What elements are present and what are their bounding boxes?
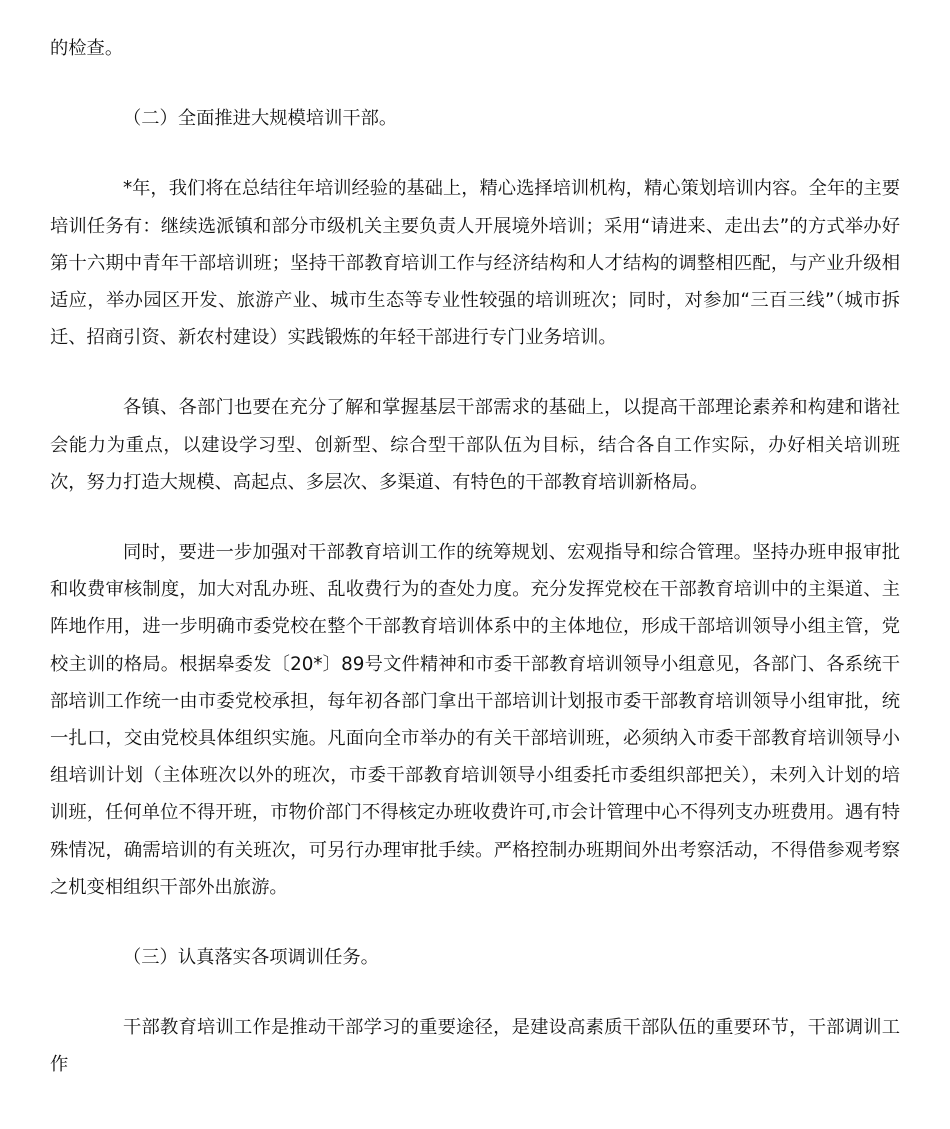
paragraph-gap — [50, 501, 900, 534]
paragraph-gap — [50, 976, 900, 1009]
paragraph-continuation: 的检查。 — [50, 38, 124, 59]
section-heading-2: （二）全面推进大规模培训干部。 — [123, 108, 398, 130]
paragraph-management: 同时，要进一步加强对干部教育培训工作的统筹规划、宏观指导和综合管理。坚持办班申报审批和收费审核制度，加大对乱办班、乱收费行为的查处力度。充分发挥党校在干部教育培训中的主渠道、主阵地作用，进一步明确市委党校在整个干部教育培训体系中的主体地位，形成干部培训领导小组主管，党校主训的格局。根据皋委发〔20*〕89号文件精神和市委干部教育培训领导小组意见，各部门、各系统干部培训工作统一由市委党校承担，每年初各部门拿出干部培训计划报市委干部教育培训领导小组审批，统一扎口，交由党校具体组织实施。凡面向全市举办的有关干部培训班，必须纳入市委干部教育培训领导小组培训计划（主体班次以外的班次，市委干部教育培训领导小组委托市委组织部把关），未列入计划的培训班，任何单位不得开班，市物价部门不得核定办班收费许可,市会计管理中心不得列支办班费用。遇有特殊情况，确需培训的有关班次，可另行办理审批手续。严格控制办班期间外出考察活动，不得借参观考察之机变相组织干部外出旅游。 — [50, 542, 900, 898]
section-heading-3: （三）认真落实各项调训任务。 — [123, 947, 379, 969]
paragraph-gap — [50, 356, 900, 389]
paragraph-gap — [50, 906, 900, 939]
paragraph-departments: 各镇、各部门也要在充分了解和掌握基层干部需求的基础上，以提高干部理论素养和构建和谐社会能力为重点，以建设学习型、创新型、综合型干部队伍为目标，结合各自工作实际，办好相关培训班次，努力打造大规模、高起点、多层次、多渠道、有特色的干部教育培训新格局。 — [50, 397, 900, 493]
document-page — [50, 0, 900, 1084]
paragraph-gap — [50, 67, 900, 100]
paragraph-gap — [50, 137, 900, 170]
paragraph-annual-training: *年，我们将在总结往年培训经验的基础上，精心选择培训机构，精心策划培训内容。全年的主要培训任务有：继续选派镇和部分市级机关主要负责人开展境外培训；采用“请进来、走出去”的方式举办好第十六期中青年干部培训班；坚持干部教育培训工作与经济结构和人才结构的调整相匹配，与产业升级相适应，举办园区开发、旅游产业、城市生态等专业性较强的培训班次；同时，对参加“三百三线”（城市拆迁、招商引资、新农村建设）实践锻炼的年轻干部进行专门业务培训。 — [50, 178, 900, 349]
paragraph-transfer-training: 干部教育培训工作是推动干部学习的重要途径，是建设高素质干部队伍的重要环节，干部调训工作 — [50, 1017, 900, 1076]
